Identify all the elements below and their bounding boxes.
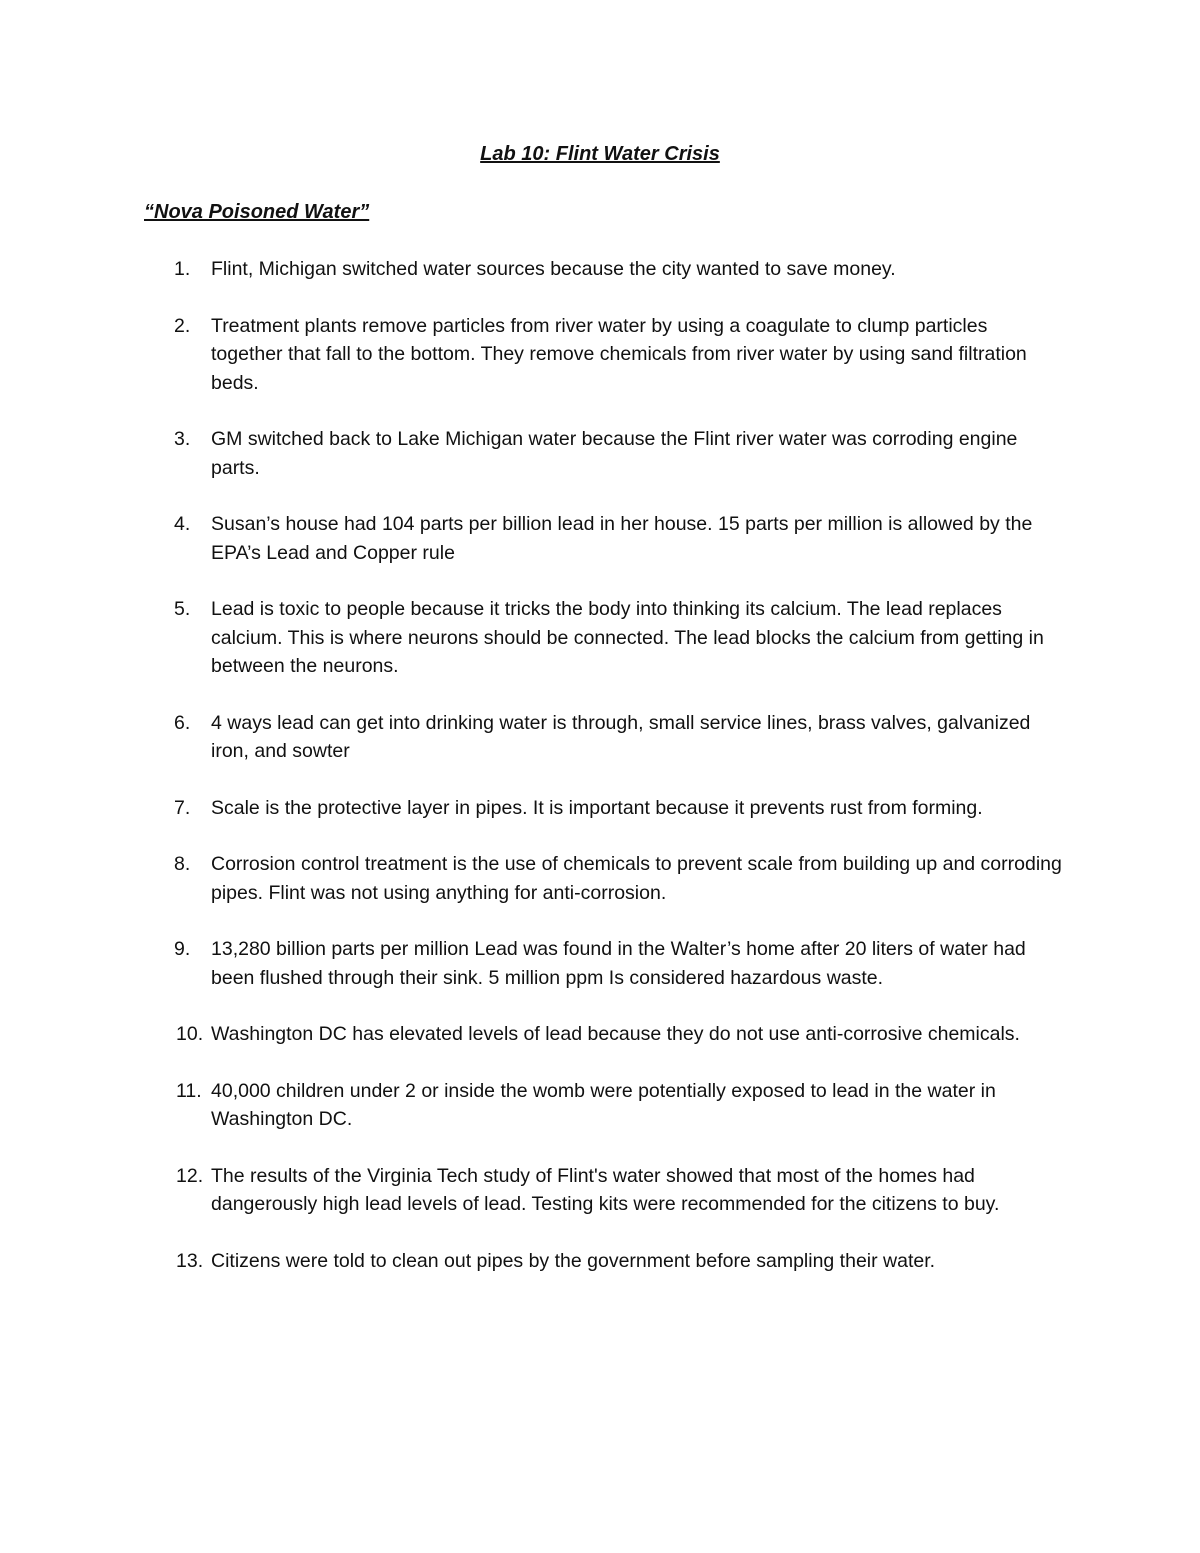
- item-text: 40,000 children under 2 or inside the womb were potentially exposed to lead in the water in Washington DC.: [211, 1079, 996, 1130]
- item-text: Washington DC has elevated levels of lead because they do not use anti-corrosive chemicals.: [211, 1023, 1020, 1045]
- item-text: 4 ways lead can get into drinking water is through, small service lines, brass valves, galvanized iron, and sowter: [211, 711, 1031, 762]
- item-text: Susan’s house had 104 parts per billion lead in her house. 15 parts per million is allowed by the EPA’s Lead and Copper rule: [211, 513, 1033, 564]
- section-heading: “Nova Poisoned Water”: [144, 201, 370, 223]
- answer-list: [144, 255, 1064, 1303]
- list-item: [144, 1162, 1064, 1219]
- item-number: 8.: [174, 853, 191, 875]
- item-text: Scale is the protective layer in pipes. It is important because it prevents rust from forming.: [211, 796, 983, 819]
- list-item: [144, 1020, 1064, 1049]
- item-text: Flint, Michigan switched water sources because the city wanted to save money.: [211, 258, 896, 280]
- list-item: [144, 255, 1064, 284]
- list-item: [144, 312, 1064, 398]
- item-number: 12.: [176, 1164, 204, 1187]
- item-number: 13.: [176, 1249, 204, 1272]
- item-number: 1.: [174, 258, 191, 280]
- item-number: 3.: [174, 428, 191, 450]
- item-number: 2.: [174, 314, 191, 337]
- item-number: 10.: [176, 1023, 204, 1045]
- item-text: Citizens were told to clean out pipes by the government before sampling their water.: [211, 1249, 936, 1272]
- item-text: GM switched back to Lake Michigan water because the Flint river water was corroding engine parts.: [211, 428, 1018, 479]
- list-item: [144, 850, 1064, 907]
- list-item: [144, 510, 1064, 567]
- item-text: Lead is toxic to people because it tricks the body into thinking its calcium. The lead replaces calcium. This is where neurons should be connected. The lead blocks the calcium from getting in between the neurons.: [211, 598, 1044, 677]
- list-item: [144, 794, 1064, 823]
- item-text: Treatment plants remove particles from river water by using a coagulate to clump particles together that fall to the bottom. They remove chemicals from river water by using sand filtration beds.: [211, 314, 1027, 394]
- list-item: [144, 1077, 1064, 1134]
- item-number: 9.: [174, 938, 191, 960]
- list-item: [144, 595, 1064, 681]
- page-title: Lab 10: Flint Water Crisis: [480, 143, 720, 165]
- item-text: 13,280 billion parts per million Lead was found in the Walter’s home after 20 liters of water had been flushed through their sink. 5 million ppm Is considered hazardous waste.: [211, 938, 1026, 989]
- list-item: [144, 425, 1064, 482]
- item-number: 11.: [176, 1079, 202, 1102]
- item-number: 6.: [174, 711, 191, 734]
- item-number: 5.: [174, 598, 191, 620]
- list-item: [144, 935, 1064, 992]
- list-item: [144, 709, 1064, 766]
- item-text: Corrosion control treatment is the use of chemicals to prevent scale from building up and corroding pipes. Flint was not using anything for anti-corrosion.: [211, 853, 1062, 904]
- item-number: 4.: [174, 513, 191, 535]
- item-text: The results of the Virginia Tech study of Flint's water showed that most of the homes had dangerously high lead levels of lead. Testing kits were recommended for the citizens to buy.: [211, 1164, 1000, 1215]
- item-number: 7.: [174, 796, 191, 819]
- list-item: [144, 1247, 1064, 1276]
